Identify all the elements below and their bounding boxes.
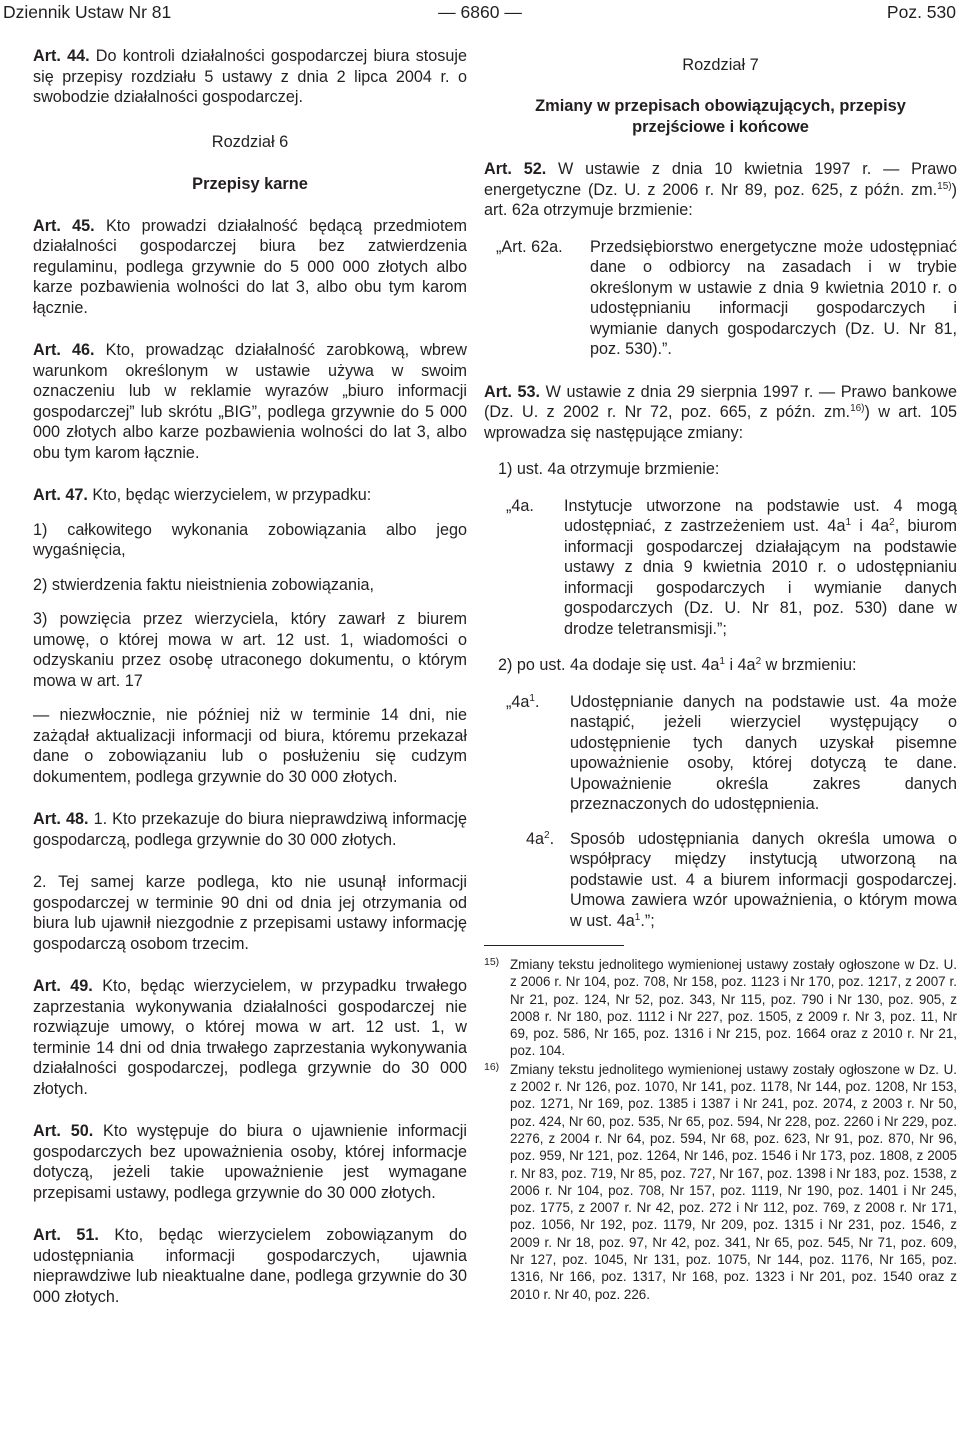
footnote-text: Zmiany tekstu jednolitego wymienionej ustawy zostały ogłoszone w Dz. U. z 2002 r. Nr 126, poz. 1070, Nr 141, poz. 1178, Nr 144, poz. 1208, Nr 153, poz. 1271, Nr 169, poz. 1385 i 1387 i Nr 241, poz. 2074, z 2003 r. Nr 50, poz. 424, Nr 60, poz. 535, Nr 65, poz. 594, Nr 228, poz. 2260 i Nr 229, poz. 2276, z 2004 r. Nr 64, poz. 594, Nr 68, poz. 623, Nr 91, poz. 870, Nr 96, poz. 959, Nr 121, poz. 1264, Nr 146, poz. 1546 i Nr 173, poz. 1808, z 2005 r. Nr 83, poz. 719, Nr 85, poz. 727, Nr 167, poz. 1398 i Nr 183, poz. 1538, z 2006 r. Nr 104, poz. 708, Nr 157, poz. 1119, Nr 190, poz. 1401 i Nr 245, poz. 1775, z 2007 r. Nr 42, poz. 272 i Nr 112, poz. 769, z 2008 r. Nr 171, poz. 1056, Nr 192, poz. 1179, Nr 209, poz. 1315 i Nr 231, poz. 1546, z 2009 r. Nr 18, poz. 97, Nr 42, poz. 341, Nr 65, poz. 545, Nr 71, poz. 609, Nr 127, poz. 1045, Nr 131, poz. 1075, Nr 144, poz. 1176, Nr 165, poz. 1316, Nr 166, poz. 1317, Nr 168, poz. 1323 i Nr 201, poz. 1540 oraz z 2010 r. Nr 40, poz. 226. [510,1061,957,1302]
article-62a-quote [484,237,957,360]
quote-text: Sposób udostępniania danych określa umowa o współpracy między instytucją utworzoną na podstawie ust. 4 a biurem informacji gospodarczej. Umowa zawiera wzór upoważnienia, o którym mowa w ust. 4a [570,829,957,930]
article-45-lead: Art. 45. [33,216,95,235]
article-49-lead: Art. 49. [33,977,93,995]
article-47 [33,485,467,506]
quote-end: .”; [640,911,655,930]
footnote-ref-15: 15) [937,180,952,192]
footnote-divider [484,945,624,946]
article-51-text: Kto, będąc wierzycielem zobowiązanym do udostępniania informacji gospodarczych, ujawnia nieprawdziwe lub nieaktualne dane, podlega grzywnie do 30 000 złotych. [33,1226,467,1306]
quote-text: Udostępnianie danych na podstawie ust. 4a może nastąpić, jeżeli wierzyciel występujący o udostępnienie tych danych uzyskał pisemne upoważnienie osoby, której dotyczą te dane. Upoważnienie określa zakres danych przeznaczonych do udostępnienia. [570,692,957,813]
footnote-ref-16: 16) [850,403,865,414]
label-dot: . [549,829,555,848]
article-48-paragraph-1 [33,809,467,850]
paragraph-4a1-quote [484,692,957,815]
article-51 [33,1225,467,1307]
quote-label [526,829,554,850]
article-53-text: W ustawie z dnia 29 sierpnia 1997 r. — Prawo bankowe (Dz. U. z 2002 r. Nr 72, poz. 665, z późn. zm. [484,382,957,421]
article-50-text: Kto występuje do biura o ujawnienie informacji gospodarczych bez upoważnienia osoby, której informacje dotyczą, jeżeli takie upoważnienie jest wymagane przepisami ustawy, podlega grzywnie do 30 000 złotych. [33,1122,467,1202]
article-44 [33,46,467,108]
sup: 2 [544,829,550,841]
paragraph-4a2-quote [484,829,957,932]
item-text: i 4a [724,656,756,674]
footnote-15 [484,956,957,1060]
quote-text: Przedsiębiorstwo energetyczne może udostępniać dane o odbiorcy na zasadach i w trybie określonym w ustawie z dnia 9 kwietnia 2010 r. o udostępnianiu informacji gospodarczych i wymianie danych gospodarczych (Dz. U. Nr 81, poz. 530).”. [590,237,957,358]
label-text: 4a [526,829,545,848]
left-column [33,46,467,1307]
article-45-text: Kto prowadzi działalność będącą przedmiotem działalności gospodarczej biura bez zatwierdzenia regulaminu, podlega grzywnie do 5 000 000 złotych albo karze pozbawienia wolności do lat 3, albo obu tym karom łącznie. [33,216,467,317]
article-49 [33,976,467,1099]
article-53-text-end: ) w art. 105 wprowadza się następujące zmiany: [484,403,957,442]
label-text: „4a [506,692,530,711]
sup: 2 [755,656,762,667]
page-number: — 6860 — [438,2,522,22]
position-number: Poz. 530 [886,2,956,22]
article-46-lead: Art. 46. [33,341,95,359]
item-number: 3) [33,610,48,628]
item-text: 2) po ust. 4a dodaje się ust. 4a [498,656,720,674]
label-dot: . [534,692,540,711]
quote-text: i 4a [851,517,890,535]
sup: 1 [719,656,725,667]
footnote-mark: 16) [484,1060,500,1073]
quote-text: , biurom informacji gospodarczej działającym na podstawie ustawy z dnia 9 kwietnia 2010 r. o udostępnianiu informacji gospodarczych i wymianie danych gospodarczych (Dz. U. Nr 81, poz. 530) dane w drodze teletransmisji.”; [564,517,957,638]
article-52-text: W ustawie z dnia 10 kwietnia 1997 r. — Prawo energetyczne (Dz. U. z 2006 r. Nr 89, poz. 625, z późn. zm. [484,160,957,199]
article-47-item-2 [33,575,467,596]
right-column [484,55,957,1303]
item-text: stwierdzenia faktu nieistnienia zobowiązania, [51,575,375,594]
quote-label [506,692,539,713]
sup: 1 [634,911,641,923]
article-47-lead: Art. 47. [33,486,88,504]
article-44-lead: Art. 44. [33,47,90,65]
article-49-text: Kto, będąc wierzycielem, w przypadku trwałego zaprzestania wykonywania działalności gospodarczej nie rozwiązuje umowy, o której mowa w art. 12 ust. 1, w terminie 14 dni od dnia trwałego zaprzestania wykonywania działalności gospodarczej, podlega grzywnie do 30 000 złotych. [33,977,467,1098]
chapter-7-title: Zmiany w przepisach obowiązujących, przepisy przejściowe i końcowe [535,97,906,136]
footnote-16 [484,1061,957,1303]
article-51-lead: Art. 51. [33,1226,99,1244]
article-47-text: Kto, będąc wierzycielem, w przypadku: [87,486,372,504]
item-text: w brzmieniu: [761,656,857,674]
article-53 [484,382,957,444]
article-46 [33,340,467,463]
footnote-text: Zmiany tekstu jednolitego wymienionej ustawy zostały ogłoszone w Dz. U. z 2006 r. Nr 104, poz. 708, Nr 158, poz. 1123 i Nr 170, poz. 1217, z 2007 r. Nr 21, poz. 124, Nr 52, poz. 343, Nr 115, poz. 790 i Nr 130, poz. 905, z 2008 r. Nr 180, poz. 1112 i Nr 227, poz. 1505, z 2009 r. Nr 3, poz. 11, Nr 69, poz. 586, Nr 165, poz. 1316 i Nr 215, poz. 1664 oraz z 2010 r. Nr 21, poz. 104. [510,957,957,1059]
sup: 2 [889,517,895,528]
article-50-lead: Art. 50. [33,1122,94,1140]
article-53-item-2 [484,655,957,676]
item-number: 2) [33,575,48,594]
article-46-text: Kto, prowadząc działalność zarobkową, wbrew warunkom określonym w ustawie używa w swoim oznaczeniu lub w reklamie wyrazów „biuro informacji gospodarczej” lub skrótu „BIG”, podlega grzywnie do 5 000 000 złotych albo karze pozbawienia wolności do lat 3, albo obu tym karom łącznie. [33,341,467,462]
item-number: 1) [33,520,48,539]
article-48-lead: Art. 48. [33,810,89,828]
quote-label: „Art. 62a. [496,237,563,256]
article-52 [484,159,957,221]
article-53-item-1: 1) ust. 4a otrzymuje brzmienie: [498,460,720,478]
article-44-text: Do kontroli działalności gospodarczej biura stosuje się przepisy rozdziału 5 ustawy z dnia 2 lipca 2004 r. o swobodzie działalności gospodarczej. [33,47,467,106]
article-45 [33,216,467,319]
article-47-closing: — niezwłocznie, nie później niż w terminie 14 dni, nie zażądał aktualizacji informacji od biura, któremu przekazał dane o zobowiązaniu lub o posłużeniu się cudzym dokumentem, podlega grzywnie do 30 000 złotych. [33,706,467,786]
article-48-text-1: 1. Kto przekazuje do biura nieprawdziwą informację gospodarczą, podlega grzywnie do 30 000 złotych. [33,810,467,849]
article-52-lead: Art. 52. [484,160,547,178]
chapter-7-number: Rozdział 7 [682,56,759,74]
chapter-6-number: Rozdział 6 [211,132,289,151]
article-47-item-3 [33,609,467,691]
item-text: całkowitego wykonania zobowiązania albo jego wygaśnięcia, [33,520,468,559]
sup: 1 [529,692,535,704]
page-header [0,0,960,30]
article-52-text-end: ) art. 62a otrzymuje brzmienie: [484,180,957,219]
journal-name: Dziennik Ustaw Nr 81 [3,2,172,22]
article-53-lead: Art. 53. [484,382,540,401]
quote-text: Instytucje utworzone na podstawie ust. 4 mogą udostępniać, z zastrzeżeniem ust. 4a [564,496,957,535]
sup: 1 [845,517,852,528]
footnote-mark: 15) [484,956,500,968]
quote-label: „4a. [506,496,534,515]
item-text: powzięcia przez wierzyciela, który zawarł z biurem umowę, o której mowa w art. 12 ust. 1, wiadomości o odzyskaniu przez osobę utraconego dokumentu, o którym mowa w art. 17 [33,610,467,690]
article-50 [33,1121,467,1203]
paragraph-4a-quote [484,496,957,640]
chapter-6-title: Przepisy karne [192,174,308,193]
article-47-item-1 [33,520,467,561]
article-48-paragraph-2: 2. Tej samej karze podlega, kto nie usunął informacji gospodarczej w terminie 90 dni od dnia jej otrzymania od biura lub ujawnił niezgodnie z przepisami ustawy informację gospodarczą osobom trzecim. [33,873,467,953]
